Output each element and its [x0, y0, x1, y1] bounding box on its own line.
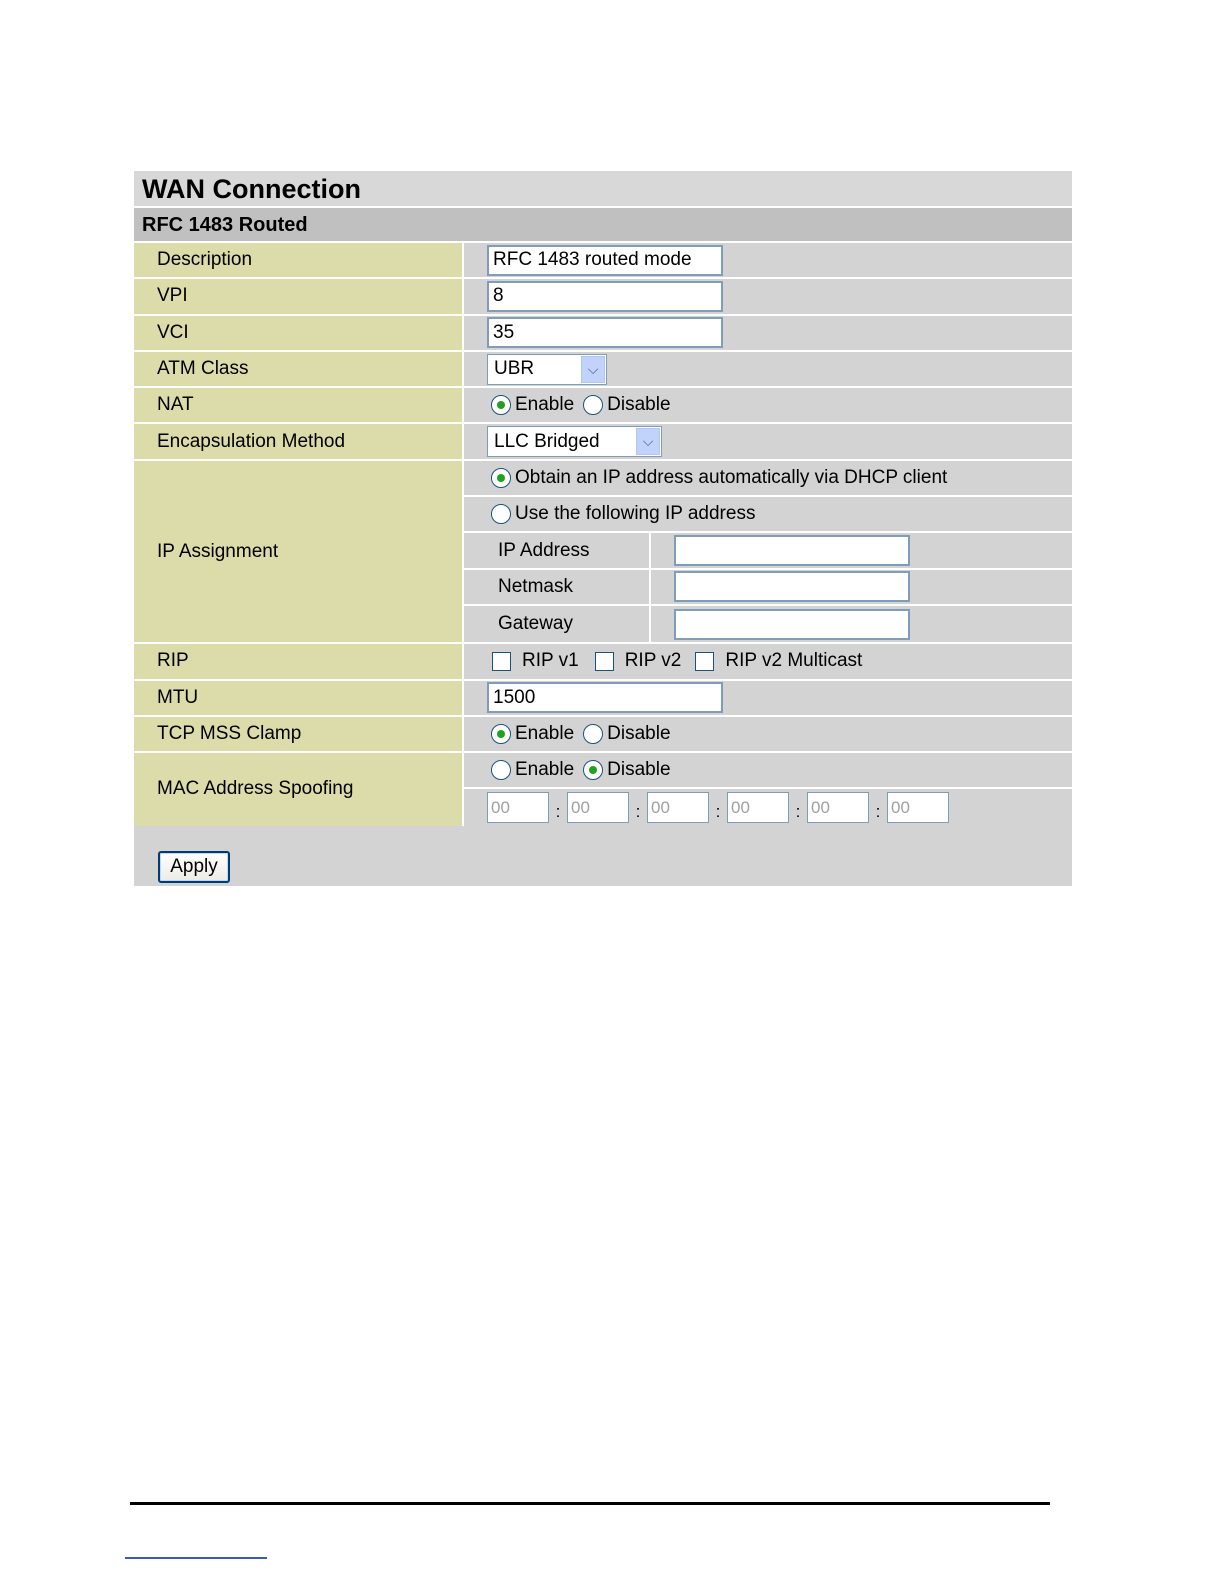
actions-row [134, 826, 1072, 886]
mac-separator: : [875, 801, 881, 821]
row-description [134, 243, 1072, 279]
row-vpi [134, 279, 1072, 315]
rip-v2-multicast-option[interactable] [683, 650, 862, 672]
mac-enable-radio[interactable] [491, 760, 511, 780]
gateway-input[interactable] [674, 609, 910, 640]
atm-class-cell [464, 352, 1072, 386]
description-label: Description [134, 243, 464, 277]
mac-enable-label: Enable [515, 759, 575, 781]
netmask-input[interactable] [674, 571, 910, 602]
nat-enable-option[interactable] [484, 394, 574, 416]
ip-assignment-options [464, 461, 1072, 642]
mac-disable-label: Disable [607, 759, 671, 781]
page-title: WAN Connection [134, 171, 1072, 208]
tcp-mss-disable-label: Disable [607, 723, 671, 744]
rip-cell [464, 644, 1072, 678]
tcp-mss-enable-label: Enable [515, 723, 575, 744]
tcp-mss-enable-radio[interactable] [491, 724, 511, 744]
nat-enable-radio[interactable] [491, 395, 511, 415]
ip-address-cell [651, 533, 910, 567]
row-mac-spoofing [134, 753, 1072, 826]
radio-selected-dot [497, 401, 505, 409]
ip-dhcp-row [464, 461, 1072, 497]
mac-disable-option[interactable] [576, 759, 670, 781]
ip-address-label: IP Address [464, 533, 651, 567]
nat-label: NAT [134, 388, 464, 422]
mac-separator: : [555, 801, 561, 821]
mac-spoofing-controls [464, 753, 1072, 826]
ip-dhcp-option[interactable] [484, 467, 947, 489]
footer-divider [130, 1502, 1050, 1505]
mac-separator: : [715, 801, 721, 821]
wan-connection-panel [134, 171, 1072, 886]
ip-dhcp-label: Obtain an IP address automatically via DHCP client [515, 466, 948, 488]
nat-disable-radio[interactable] [583, 395, 603, 415]
description-input[interactable]: RFC 1483 routed mode [487, 245, 723, 276]
radio-selected-dot [497, 730, 505, 738]
nat-disable-label: Disable [607, 394, 671, 416]
mac-disable-radio[interactable] [583, 760, 603, 780]
section-title: RFC 1483 Routed [134, 208, 1072, 243]
mac-octet-3[interactable]: 00 [647, 792, 709, 823]
nat-cell [464, 388, 1072, 422]
row-ip-assignment [134, 461, 1072, 644]
netmask-label: Netmask [464, 570, 651, 604]
row-nat [134, 388, 1072, 424]
tcp-mss-label: TCP MSS Clamp [134, 717, 464, 751]
atm-class-selected: UBR [494, 358, 535, 380]
rip-v1-checkbox[interactable] [492, 652, 511, 671]
vpi-cell [464, 279, 1072, 313]
mtu-cell [464, 681, 1072, 715]
row-atm-class [134, 352, 1072, 388]
netmask-row [464, 570, 1072, 606]
nat-disable-option[interactable] [576, 394, 670, 416]
gateway-row [464, 606, 1072, 642]
netmask-cell [651, 570, 910, 604]
mac-separator: : [795, 801, 801, 821]
mac-octet-4[interactable]: 00 [727, 792, 789, 823]
mac-octet-6[interactable]: 00 [887, 792, 949, 823]
rip-v1-label: RIP v1 [522, 650, 579, 672]
tcp-mss-enable-option[interactable] [484, 723, 574, 745]
mac-enable-option[interactable] [484, 759, 574, 781]
encapsulation-select[interactable] [487, 426, 662, 457]
row-encapsulation [134, 424, 1072, 460]
mac-separator: : [635, 801, 641, 821]
ip-address-row [464, 533, 1072, 569]
vci-cell [464, 316, 1072, 350]
rip-v1-option[interactable] [485, 650, 579, 672]
tcp-mss-cell [464, 717, 1072, 751]
vci-input[interactable]: 35 [487, 317, 723, 348]
row-mtu [134, 681, 1072, 717]
ip-dhcp-radio[interactable] [491, 468, 511, 488]
mtu-input[interactable]: 1500 [487, 682, 723, 713]
atm-class-select[interactable] [487, 354, 607, 385]
row-vci [134, 316, 1072, 352]
rip-v2-multicast-label: RIP v2 Multicast [725, 650, 863, 672]
ip-assignment-label: IP Assignment [134, 461, 464, 642]
footer-link-underline [125, 1557, 267, 1559]
mtu-label: MTU [134, 681, 464, 715]
rip-label: RIP [134, 644, 464, 678]
row-tcp-mss [134, 717, 1072, 753]
mac-address-row [464, 789, 1072, 825]
ip-static-label: Use the following IP address [515, 503, 756, 525]
nat-enable-label: Enable [515, 394, 575, 416]
mac-spoofing-toggle-row [464, 753, 1072, 789]
gateway-label: Gateway [464, 606, 651, 642]
rip-v2-checkbox[interactable] [595, 652, 614, 671]
encapsulation-selected: LLC Bridged [494, 430, 600, 452]
ip-static-row [464, 497, 1072, 533]
tcp-mss-disable-option[interactable] [576, 723, 670, 745]
atm-class-label: ATM Class [134, 352, 464, 386]
vpi-label: VPI [134, 279, 464, 313]
rip-v2-label: RIP v2 [624, 650, 682, 672]
encapsulation-cell [464, 424, 1072, 458]
tcp-mss-disable-radio[interactable] [583, 724, 603, 744]
rip-v2-option[interactable] [581, 650, 682, 672]
ip-static-option[interactable] [484, 503, 755, 525]
vpi-input[interactable]: 8 [487, 281, 723, 312]
gateway-cell [651, 606, 910, 642]
chevron-down-icon[interactable]: ⌵ [636, 428, 660, 455]
mac-spoofing-label: MAC Address Spoofing [134, 753, 464, 826]
radio-selected-dot [589, 766, 597, 774]
mac-octet-5[interactable]: 00 [807, 792, 869, 823]
chevron-down-icon[interactable]: ⌵ [581, 356, 605, 383]
mac-octet-1[interactable]: 00 [487, 792, 549, 823]
apply-button[interactable]: Apply [158, 851, 230, 883]
ip-address-input[interactable] [674, 535, 910, 566]
rip-v2-multicast-checkbox[interactable] [695, 652, 714, 671]
mac-octet-2[interactable]: 00 [567, 792, 629, 823]
encapsulation-label: Encapsulation Method [134, 424, 464, 458]
ip-static-radio[interactable] [491, 504, 511, 524]
radio-selected-dot [497, 474, 505, 482]
row-rip [134, 644, 1072, 680]
vci-label: VCI [134, 316, 464, 350]
description-cell [464, 243, 1072, 277]
